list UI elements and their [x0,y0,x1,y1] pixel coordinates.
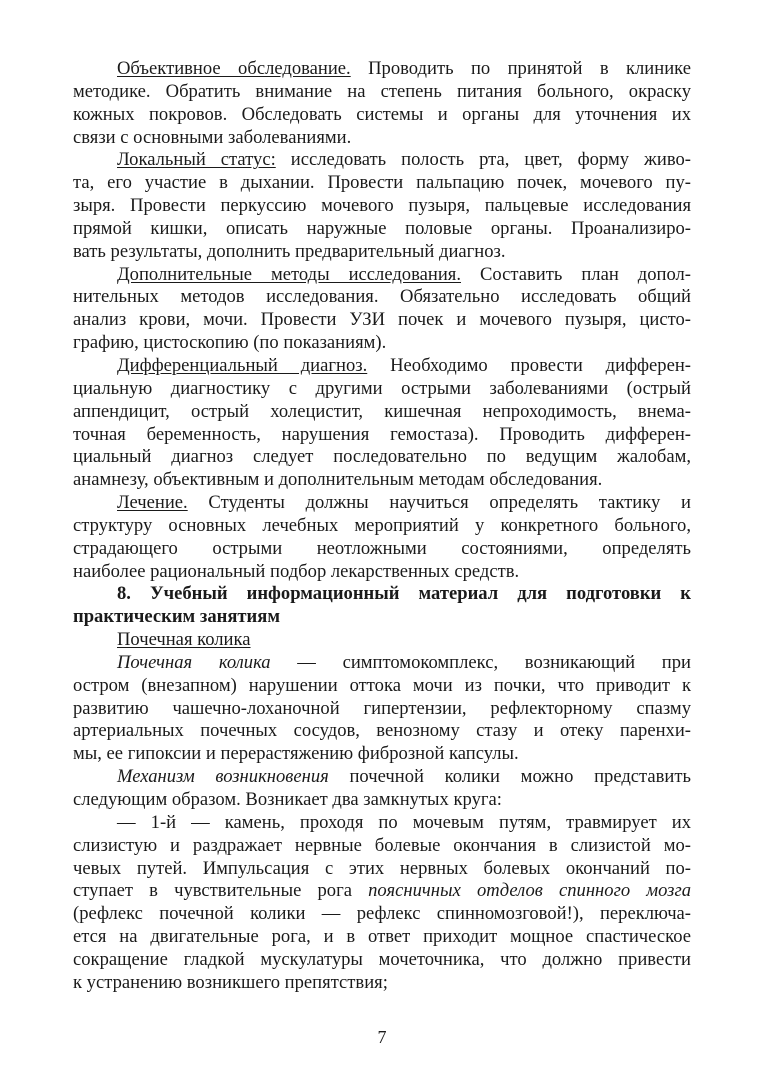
section-label: Лечение. [117,492,188,514]
paragraph-line: артериальных почечных сосудов, венозному стазу и отеку паренхи- [73,720,691,742]
paragraph-line: развитию чашечно-лоханочной гипертензии, рефлекторному спазму [73,697,691,719]
section-heading: 8. Учебный информационный материал для подготовки к [117,583,691,605]
paragraph-line: та, его участие в дыхании. Провести пальпацию почек, мочевого пу- [73,172,691,194]
paragraph-line: связи с основными заболеваниями. [73,126,352,148]
section-label: Объективное обследование. [117,58,351,79]
text-run: исследовать полость рта, цвет, форму живо- [275,149,691,171]
paragraph-line: точная беременность, нарушения гемостаза). Проводить дифферен- [73,423,691,445]
text-run: ступает в чувствительные рога [73,880,369,902]
text-run: Составить план допол- [461,263,692,285]
paragraph-line: кожных покровов. Обследовать системы и органы для уточнения их [73,103,691,125]
paragraph-line: анамнезу, объективным и дополнительным методам обследования. [73,469,603,491]
paragraph-line [73,264,691,287]
paragraph-line: остром (внезапном) нарушении оттока мочи из почки, что приводит к [73,674,691,696]
text-run: Необходимо провести дифферен- [367,354,691,376]
paragraph-line: аппендицит, острый холецистит, кишечная непроходимость, внема- [73,400,691,422]
paragraph-line: слизистую и раздражает нервные болевые окончания в слизистой мо- [73,834,691,856]
paragraph-line: анализ крови, мочи. Провести УЗИ почек и мочевого пузыря, цисто- [73,309,691,331]
paragraph-line: циальный диагноз следует последовательно по ведущим жалобам, [73,446,691,468]
paragraph-line: страдающего острыми неотложными состояниями, определять [73,537,691,559]
paragraph-line: графию, цистоскопию (по показаниям). [73,332,387,354]
paragraph-line [73,880,691,903]
term: Механизм возникновения [117,766,329,788]
paragraph-line [73,58,691,81]
paragraph-line [73,492,691,515]
paragraph-line: зыря. Провести перкуссию мочевого пузыря, пальцевые исследования [73,195,691,217]
paragraph-line: нительных методов исследования. Обязательно исследовать общий [73,286,691,308]
paragraph-line: прямой кишки, описать наружные половые органы. Проанализиро- [73,217,691,239]
paragraph-line [73,355,691,378]
paragraph-line: ется на двигательные рога, и в ответ приходит мощное спастическое [73,926,691,948]
page-content [73,58,691,995]
paragraph-line [73,149,691,172]
paragraph-line: мы, ее гипоксии и перерастяжению фиброзной капсулы. [73,743,519,765]
section-label: Локальный статус: [117,149,276,171]
page-number: 7 [377,1027,387,1047]
section-heading-cont: практическим занятиям [73,606,280,628]
paragraph-line [73,766,691,789]
text-run: Проводить по принятой в клинике [350,58,691,79]
section-label: Дополнительные методы исследования. [117,263,461,285]
subheading [73,629,691,652]
text-run: почечной колики можно представить [328,766,691,788]
paragraph-line: методике. Обратить внимание на степень питания больного, окраску [73,80,691,102]
paragraph-line: циальную диагностику с другими острыми заболеваниями (острый [73,377,691,399]
term: поясничных отделов спинного мозга [368,880,691,902]
text-run: Студенты должны научиться определять тактику и [187,492,691,514]
paragraph-line: сокращение гладкой мускулатуры мочеточника, что должно привести [73,948,691,970]
subheading-text: Почечная колика [117,629,251,651]
paragraph-line: к устранению возникшего препятствия; [73,971,388,993]
term: Почечная колика [117,651,271,673]
paragraph-line: (рефлекс почечной колики — рефлекс спинномозговой!), переключа- [73,903,691,925]
paragraph-line [73,652,691,675]
paragraph-line: чевых путей. Импульсация с этих нервных болевых окончаний по- [73,857,691,879]
paragraph-line: структуру основных лечебных мероприятий у конкретного больного, [73,514,691,536]
paragraph-line: следующим образом. Возникает два замкнутых круга: [73,789,502,810]
text-run: — симптомокомплекс, возникающий при [270,651,691,673]
paragraph-line: наиболее рациональный подбор лекарственных средств. [73,560,520,582]
section-label: Дифференциальный диагноз. [117,354,368,376]
paragraph-line: — 1-й — камень, проходя по мочевым путям, травмирует их [117,811,691,833]
paragraph-line: вать результаты, дополнить предварительный диагноз. [73,240,506,262]
